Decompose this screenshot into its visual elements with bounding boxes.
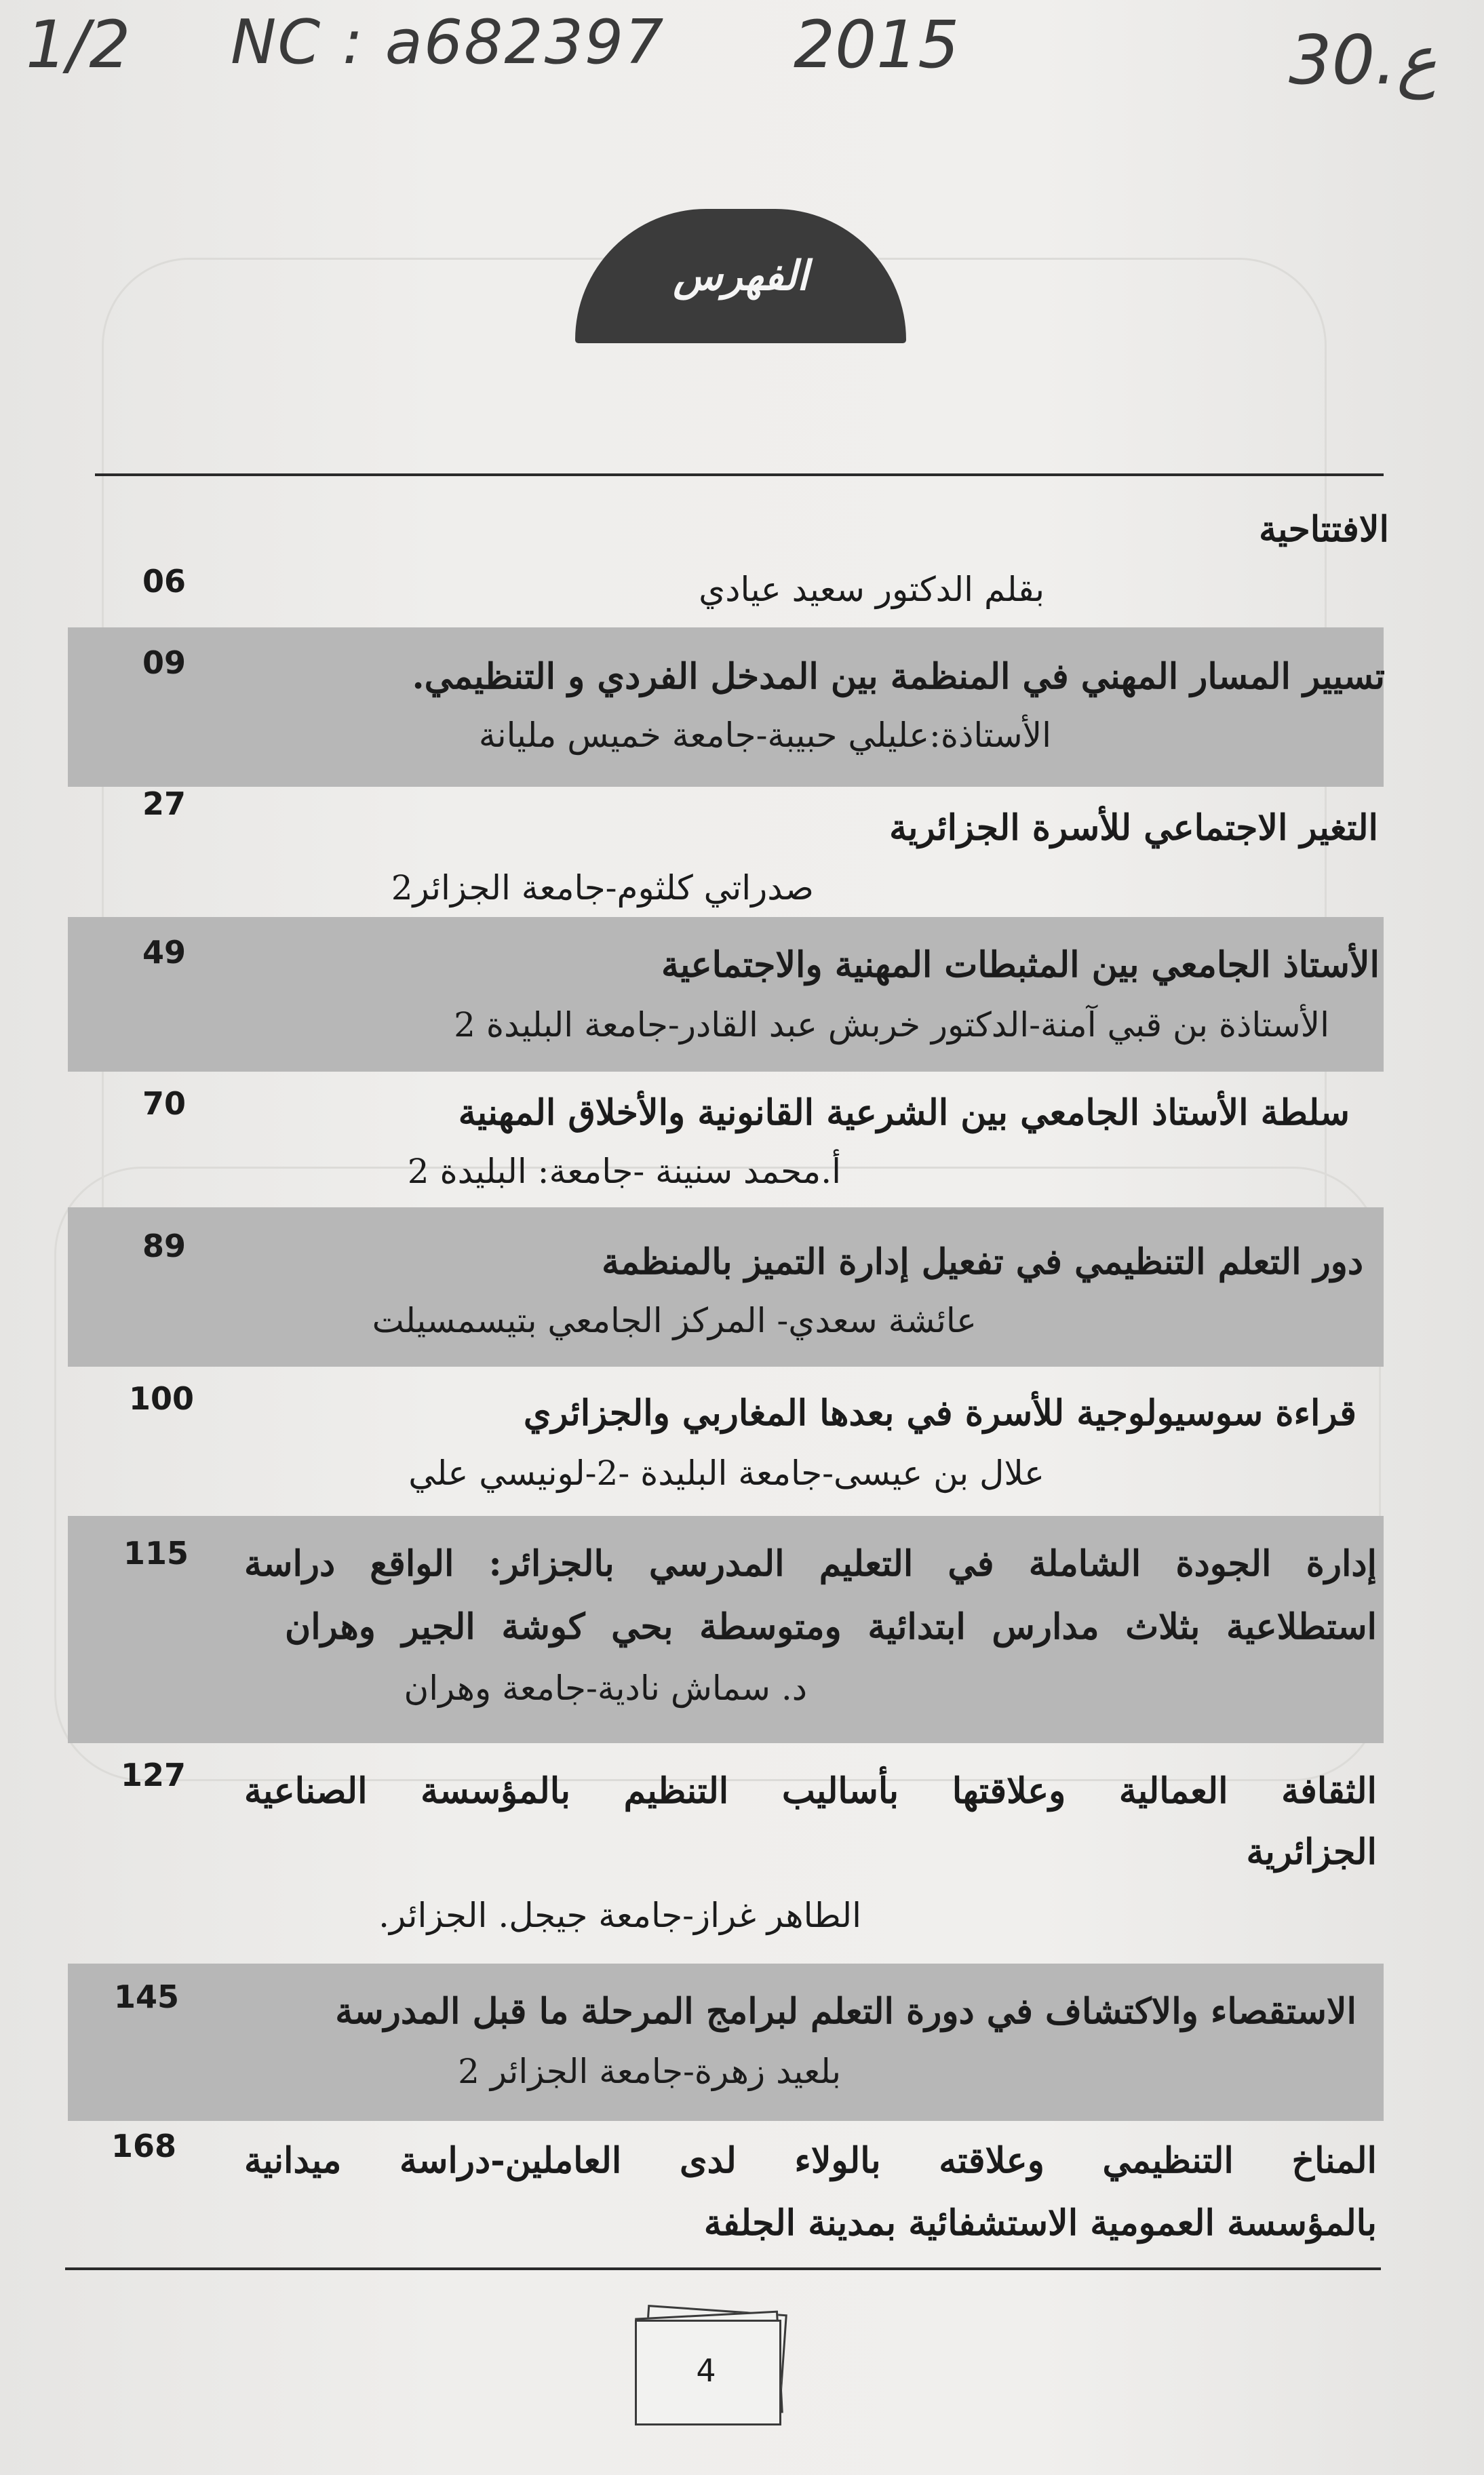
entry-page-number: 27	[142, 785, 187, 822]
entry-title: سلطة الأستاذ الجامعي بين الشرعية القانونية والأخلاق المهنية	[458, 1092, 1350, 1133]
page-number: 4	[696, 2352, 716, 2389]
entry-page-number: 89	[142, 1228, 187, 1264]
page-title: الفهرس	[673, 252, 808, 300]
entry-page-number: 70	[142, 1085, 187, 1122]
entry-author: د. سماش نادية-جامعة وهران	[404, 1669, 807, 1708]
entry-author: أ.محمد سنينة -جامعة: البليدة 2	[407, 1152, 841, 1191]
entry-author: بلعيد زهرة-جامعة الجزائر 2	[458, 2052, 841, 2091]
toc-entry[interactable]	[68, 627, 1384, 787]
entry-author: عائشة سعدي- المركز الجامعي بتيسمسيلت	[372, 1301, 977, 1340]
entry-page-number: 127	[121, 1757, 187, 1793]
entry-title-line-2: بالمؤسسة العمومية الاستشفائية بمدينة الجلفة	[703, 2202, 1377, 2244]
entry-title: الاستقصاء والاكتشاف في دورة التعلم لبرامج المرحلة ما قبل المدرسة	[335, 1991, 1356, 2032]
handwritten-year: 2015	[794, 7, 960, 83]
handwritten-catalog-number: NC : a682397	[231, 7, 665, 78]
entry-author: الطاهر غراز-جامعة جيجل. الجزائر.	[378, 1896, 861, 1935]
toc-entry[interactable]	[68, 1516, 1384, 1743]
toc-entry[interactable]	[68, 917, 1384, 1072]
entry-author: علال بن عيسى-جامعة البليدة -2-لونيسي علي	[408, 1454, 1044, 1493]
entry-title-line-1: الثقافة العمالية وعلاقتها بأساليب التنظيم بالمؤسسة الصناعية	[244, 1770, 1377, 1812]
entry-title: التغير الاجتماعي للأسرة الجزائرية	[889, 807, 1378, 849]
entry-title-line-2: الجزائرية	[1246, 1831, 1377, 1873]
entry-page-number: 49	[142, 934, 187, 971]
toc-entry[interactable]	[68, 787, 1384, 916]
entry-title-line-2: استطلاعية بثلاث مدارس ابتدائية ومتوسطة بحي كوشة الجير وهران	[285, 1606, 1377, 1648]
entry-title-line-1: المناخ التنظيمي وعلاقته بالولاء لدى العاملين-دراسة ميدانية	[244, 2140, 1377, 2181]
handwritten-shelf-code: 30.ع	[1289, 20, 1437, 100]
entry-author: الأستاذة بن قبي آمنة-الدكتور خربش عبد القادر-جامعة البليدة 2	[454, 1005, 1329, 1045]
entry-title: قراءة سوسيولوجية للأسرة في بعدها المغاربي والجزائري	[523, 1392, 1356, 1434]
toc-entry[interactable]	[68, 1207, 1384, 1367]
entry-author: الأستاذة:عليلي حبيبة-جامعة خميس مليانة	[478, 716, 1051, 755]
entry-page-number: 09	[142, 644, 187, 681]
toc-entry[interactable]	[68, 1743, 1384, 1964]
intro-author: بقلم الدكتور سعيد عيادي	[699, 570, 1044, 609]
entry-page-number: 168	[111, 2128, 177, 2164]
entry-title: الأستاذ الجامعي بين المثبطات المهنية والاجتماعية	[661, 944, 1380, 986]
entry-title: دور التعلم التنظيمي في تفعيل إدارة التميز بالمنظمة	[602, 1241, 1363, 1283]
handwritten-part: 1/2	[26, 7, 131, 83]
entry-title-line-1: إدارة الجودة الشاملة في التعليم المدرسي بالجزائر: الواقع دراسة	[244, 1543, 1377, 1584]
toc-entry[interactable]	[68, 2121, 1384, 2277]
bottom-rule	[65, 2267, 1381, 2270]
entry-author: صدراتي كلثوم-جامعة الجزائر2	[391, 868, 814, 908]
intro-label: الافتتاحية	[1259, 509, 1389, 550]
entry-page-number: 115	[123, 1535, 189, 1572]
entry-page-number: 100	[129, 1380, 195, 1417]
entry-page-number: 145	[114, 1979, 180, 2015]
toc-entry[interactable]	[68, 1072, 1384, 1207]
intro-page-number[interactable]: 06	[142, 563, 187, 600]
top-rule	[95, 473, 1384, 476]
toc-entry[interactable]	[68, 1964, 1384, 2121]
toc-entry[interactable]	[68, 1367, 1384, 1516]
entry-title: تسيير المسار المهني في المنظمة بين المدخل الفردي و التنظيمي.	[412, 656, 1385, 697]
toc-intro	[68, 502, 1389, 624]
